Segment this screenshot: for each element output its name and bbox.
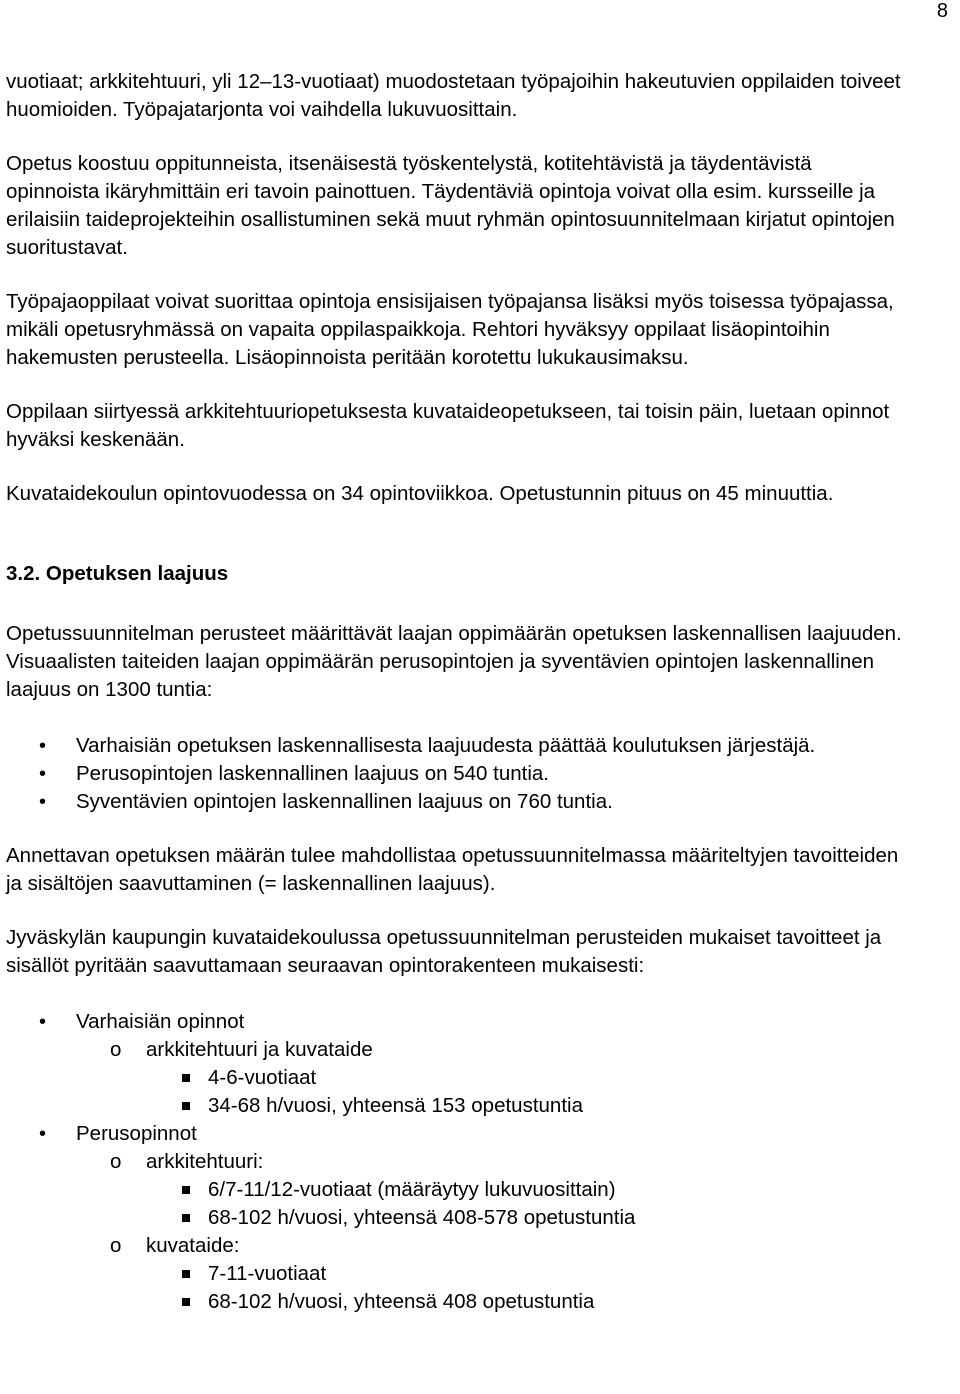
- page-number: 8: [936, 0, 948, 22]
- scope-list: [6, 732, 906, 816]
- structure-list: [6, 1008, 906, 1316]
- section-heading: 3.2. Opetuksen laajuus: [6, 562, 229, 585]
- list-item: 68-102 h/vuosi, yhteensä 408-578 opetustuntia: [6, 1204, 906, 1232]
- list-item: 4-6-vuotiaat: [6, 1064, 906, 1092]
- list-item: • Perusopinnot: [6, 1120, 906, 1148]
- square-bullet-icon: [182, 1298, 190, 1306]
- paragraph-2: Opetus koostuu oppitunneista, itsenäisestä työskentelystä, kotitehtävistä ja täydentävistä opinnoista ikäryhmittäin eri tavoin painottuen. Täydentäviä opintoja voivat olla esim. kursseille ja erilaisiin taideprojekteihin osallistuminen sekä muut ryhmän opintosuunnitelmaan kirjatut opintojen suoritustavat.: [6, 152, 895, 259]
- list-item: • Perusopintojen laskennallinen laajuus on 540 tuntia.: [6, 760, 906, 788]
- circle-bullet-icon: o: [110, 1150, 122, 1173]
- list-item: 68-102 h/vuosi, yhteensä 408 opetustuntia: [6, 1288, 906, 1316]
- bullet-icon: •: [39, 791, 47, 813]
- square-bullet-icon: [182, 1186, 190, 1194]
- square-bullet-icon: [182, 1214, 190, 1222]
- paragraph-4: Oppilaan siirtyessä arkkitehtuuriopetuksesta kuvataideopetukseen, tai toisin päin, luetaan opinnot hyväksi keskenään.: [6, 400, 890, 451]
- paragraph-1: vuotiaat; arkkitehtuuri, yli 12–13-vuotiaat) muodostetaan työpajoihin hakeutuvien oppilaiden toiveet huomioiden. Työpajatarjonta voi vaihdella lukuvuosittain.: [6, 70, 901, 121]
- paragraph-5: Kuvataidekoulun opintovuodessa on 34 opintoviikkoa. Opetustunnin pituus on 45 minuuttia.: [6, 482, 834, 505]
- paragraph-6: Opetussuunnitelman perusteet määrittävät laajan oppimäärän opetuksen laskennallisen laajuuden. Visuaalisten taiteiden laajan oppimäärän perusopintojen ja syventävien opintojen laskennallinen laajuus on 1300 tuntia:: [6, 622, 902, 701]
- square-bullet-icon: [182, 1074, 190, 1082]
- square-bullet-icon: [182, 1102, 190, 1110]
- list-item: o arkkitehtuuri:: [6, 1148, 906, 1176]
- paragraph-7: Annettavan opetuksen määrän tulee mahdollistaa opetussuunnitelmassa määriteltyjen tavoitteiden ja sisältöjen saavuttaminen (= laskennallinen laajuus).: [6, 844, 899, 895]
- square-bullet-icon: [182, 1270, 190, 1278]
- circle-bullet-icon: o: [110, 1234, 122, 1257]
- circle-bullet-icon: o: [110, 1038, 122, 1061]
- list-item: 34-68 h/vuosi, yhteensä 153 opetustuntia: [6, 1092, 906, 1120]
- list-item: o arkkitehtuuri ja kuvataide: [6, 1036, 906, 1064]
- bullet-icon: •: [39, 1011, 47, 1033]
- document-body: [6, 68, 906, 1316]
- list-item: • Varhaisiän opetuksen laskennallisesta laajuudesta päättää koulutuksen järjestäjä.: [6, 732, 906, 760]
- paragraph-3: Työpajaoppilaat voivat suorittaa opintoja ensisijaisen työpajansa lisäksi myös toisessa työpajassa, mikäli opetusryhmässä on vapaita oppilaspaikkoja. Rehtori hyväksyy oppilaat lisäopintoihin hakemusten perusteella. Lisäopinnoista peritään korotettu lukukausimaksu.: [6, 290, 894, 369]
- list-item: • Varhaisiän opinnot: [6, 1008, 906, 1036]
- list-item: 6/7-11/12-vuotiaat (määräytyy lukuvuosittain): [6, 1176, 906, 1204]
- list-item: • Syventävien opintojen laskennallinen laajuus on 760 tuntia.: [6, 788, 906, 816]
- list-item: o kuvataide:: [6, 1232, 906, 1260]
- paragraph-8: Jyväskylän kaupungin kuvataidekoulussa opetussuunnitelman perusteiden mukaiset tavoitteet ja sisällöt pyritään saavuttamaan seuraavan opintorakenteen mukaisesti:: [6, 926, 882, 977]
- bullet-icon: •: [39, 1123, 47, 1145]
- bullet-icon: •: [39, 735, 47, 757]
- list-item: 7-11-vuotiaat: [6, 1260, 906, 1288]
- bullet-icon: •: [39, 763, 47, 785]
